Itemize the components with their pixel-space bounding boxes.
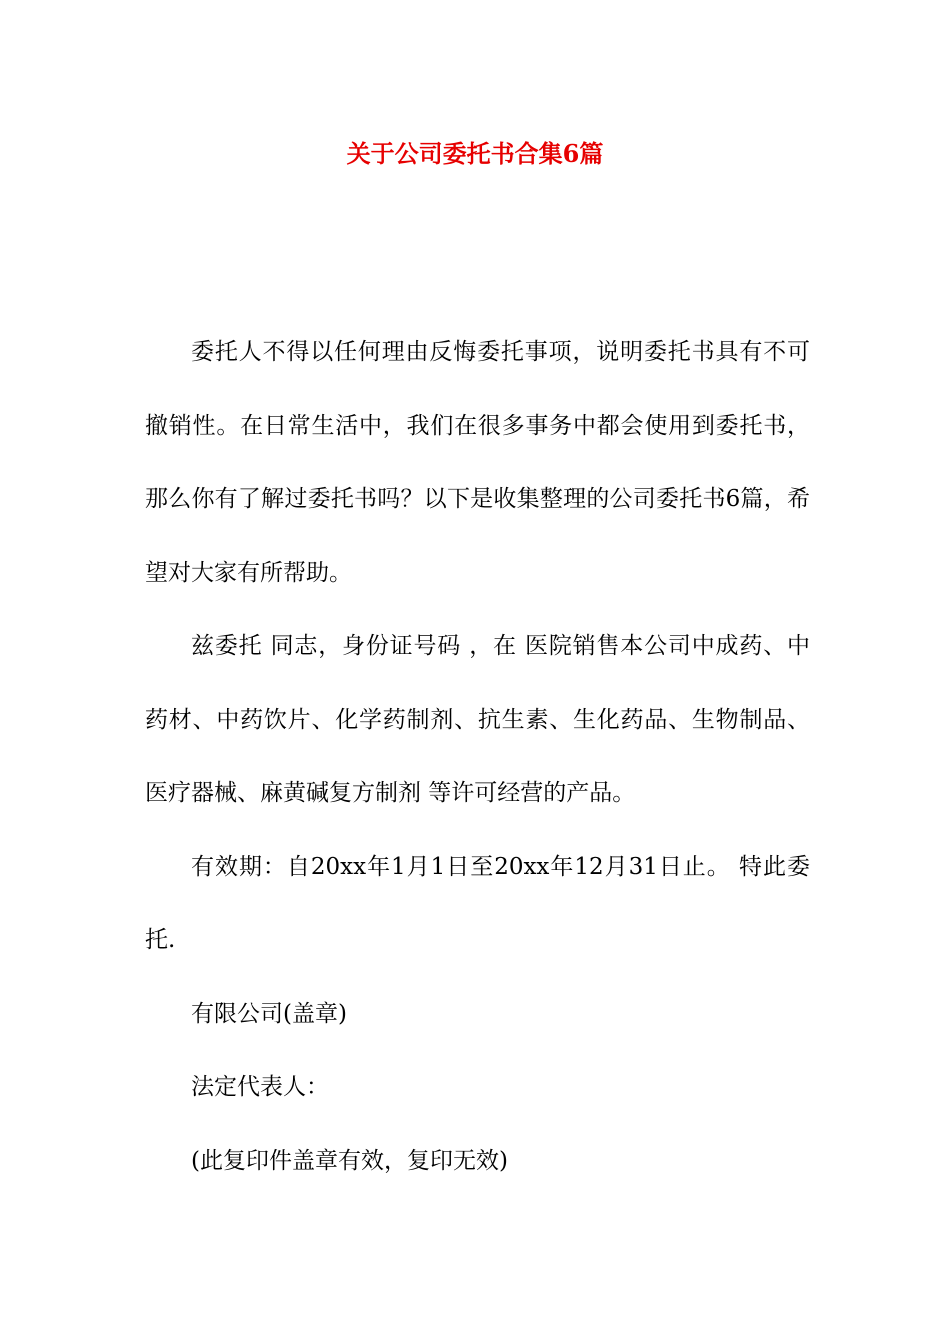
document-body	[145, 316, 810, 1198]
paragraph-intro: 委托人不得以任何理由反悔委托事项，说明委托书具有不可撤销性。在日常生活中，我们在很多事务中都会使用到委托书，那么你有了解过委托书吗？以下是收集整理的公司委托书6篇，希望对大家有所帮助。	[145, 339, 810, 586]
paragraph-company-seal: 有限公司(盖章)	[191, 1000, 347, 1027]
paragraph-copy-note: (此复印件盖章有效，复印无效)	[191, 1147, 508, 1174]
paragraph-legal-representative: 法定代表人：	[191, 1074, 329, 1100]
paragraph-validity: 有效期：自20xx年1月1日至20xx年12月31日止。 特此委托.	[145, 853, 810, 953]
document-title: 关于公司委托书合集6篇	[346, 139, 604, 168]
paragraph-entrustment: 兹委托 同志，身份证号码 ，在 医院销售本公司中成药、中药材、中药饮片、化学药制剂、抗生素、生化药品、生物制品、医疗器械、麻黄碱复方制剂 等许可经营的产品。	[145, 633, 810, 806]
